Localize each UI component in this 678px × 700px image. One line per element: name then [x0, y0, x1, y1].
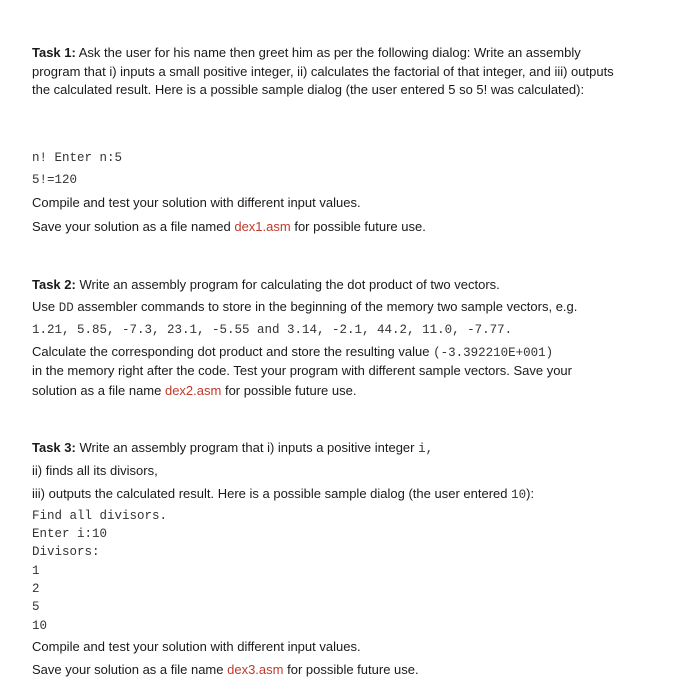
task2-line6-a: solution as a file name [32, 383, 165, 398]
task2-line-1 [32, 276, 632, 295]
task3-dialog-line-4: 1 [32, 564, 40, 578]
task2-filename: dex2.asm [164, 383, 222, 398]
task3-line-1 [32, 439, 632, 459]
task1-description [32, 44, 632, 100]
task3-label: Task 3: [32, 440, 76, 455]
task3-dialog-line-2: Enter i:10 [32, 527, 108, 541]
task3-dialog-line-1: Find all divisors. [32, 509, 168, 523]
task2-line6-b: for possible future use. [221, 383, 357, 398]
task2-vectors: 1.21, 5.85, -7.3, 23.1, -5.55 and 3.14, -2.1, 44.2, 11.0, -7.77. [32, 323, 513, 337]
task2-dd: DD [58, 301, 74, 315]
task2-line4-a: Calculate the corresponding dot product and store the resulting value [32, 344, 434, 359]
task1-dialog-line-1: n! Enter n:5 [32, 151, 123, 165]
task3-dialog-line-3: Divisors: [32, 545, 100, 559]
task2-result: (-3.392210E+001) [433, 346, 554, 360]
task3-dialog-line-5: 2 [32, 582, 40, 596]
task3-dialog-line-6: 5 [32, 600, 40, 614]
task3-line3-a: iii) outputs the calculated result. Here is a possible sample dialog (the user entered [32, 486, 512, 501]
task1-text: Ask the user for his name then greet him as per the following dialog: Write an assembly program that i) inputs a small positive integer, ii) calculates the factorial of that integer, and iii) outputs the calculated result. Here is a possible sample dialog (the user entered 5 so 5! was calculated): [32, 45, 614, 97]
task3-save-suffix: for possible future use. [283, 662, 419, 677]
task3-save [32, 661, 632, 680]
task1-label: Task 1: [32, 45, 76, 60]
task1-filename: dex1.asm [234, 219, 291, 234]
task3-entered: 10 [511, 488, 527, 502]
task2-line-4 [32, 343, 632, 363]
task2-line2-a: Use [32, 299, 59, 314]
task2-label: Task 2: [32, 277, 76, 292]
task1-save-suffix: for possible future use. [290, 219, 426, 234]
task3-save-prefix: Save your solution as a file name [32, 662, 228, 677]
task3-line-2: ii) finds all its divisors, [32, 463, 158, 478]
task3-line-3 [32, 485, 632, 505]
task1-compile: Compile and test your solution with different input values. [32, 195, 361, 210]
task3-line1-a: Write an assembly program that i) inputs a positive integer [79, 440, 419, 455]
task1-save-prefix: Save your solution as a file named [32, 219, 235, 234]
task2-line-5: in the memory right after the code. Test your program with different sample vectors. Save your [32, 363, 572, 378]
task3-var: i, [418, 442, 434, 456]
task1-dialog-line-2: 5!=120 [32, 173, 78, 187]
task2-line-2 [32, 298, 632, 318]
task3-line3-b: ): [526, 486, 535, 501]
task3-compile: Compile and test your solution with different input values. [32, 639, 361, 654]
task1-save [32, 218, 632, 237]
task3-dialog-line-7: 10 [32, 619, 48, 633]
task2-line-6 [32, 382, 632, 401]
task3-filename: dex3.asm [227, 662, 284, 677]
task2-line1-text: Write an assembly program for calculating the dot product of two vectors. [79, 277, 500, 292]
task2-line2-b: assembler commands to store in the beginning of the memory two sample vectors, e.g. [73, 299, 578, 314]
